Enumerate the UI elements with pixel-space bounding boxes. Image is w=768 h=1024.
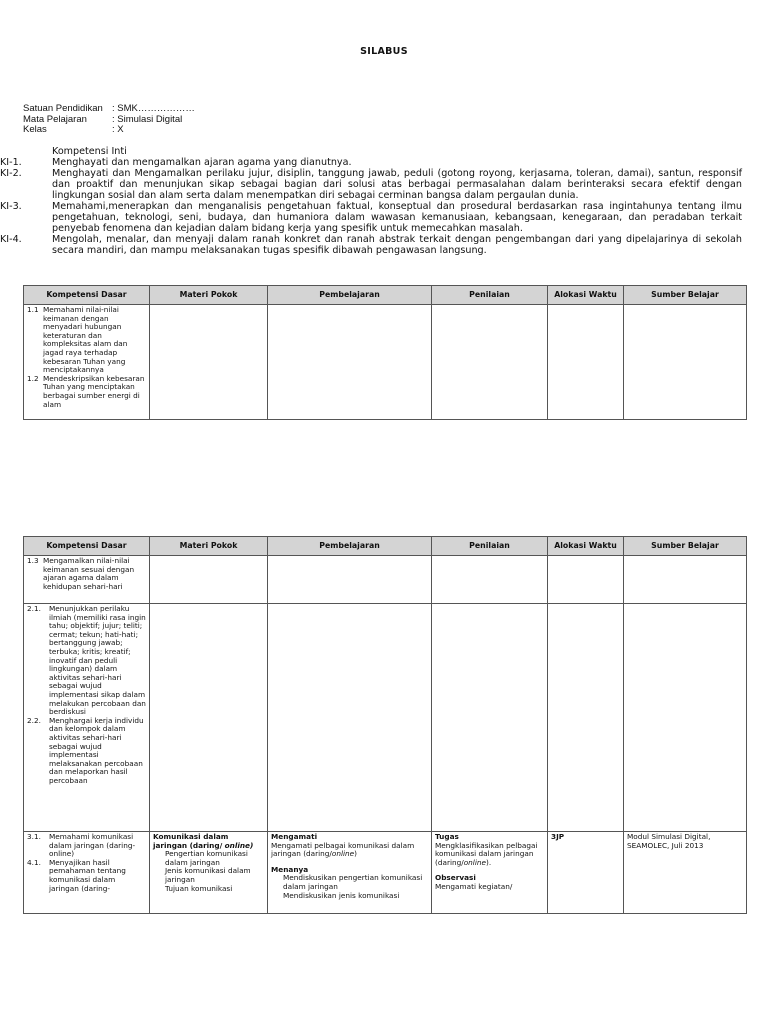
sumber-cell	[624, 832, 747, 914]
column-header-sumber-belajar: Sumber Belajar	[624, 286, 747, 305]
column-header-alokasi-waktu: Alokasi Waktu	[548, 286, 624, 305]
materi-cell	[150, 604, 268, 832]
identity-label: Kelas	[23, 124, 47, 135]
column-header-penilaian: Penilaian	[432, 537, 548, 556]
identity-row-class	[23, 125, 195, 136]
column-header-pembelajaran: Pembelajaran	[268, 286, 432, 305]
core-competency-section	[0, 146, 742, 256]
kd-number: 1.3	[27, 556, 39, 565]
observasi-text: Mengamati kegiatan/	[435, 881, 513, 891]
materi-heading: Komunikasi dalam jaringan (daring/ online)	[153, 832, 254, 850]
kd-text: Menunjukkan perilaku ilmiah (memiliki rasa ingin tahu; objektif; jujur; teliti; cermat; tekun; hati-hati; bertanggung jawab; terbuka; kritis; kreatif; inovatif dan peduli lingkungan) dalam aktivitas sehari-hari sebagai wujud implementasi sikap dalam melakukan percobaan dan berdiskusi	[49, 604, 146, 717]
menanya-heading: Menanya	[271, 864, 309, 874]
alokasi-cell	[548, 556, 624, 604]
tugas-text: Mengklasifikasikan pelbagai komunikasi dalam jaringan (daring/online).	[435, 840, 538, 867]
kd-number: 2.1.	[27, 604, 41, 613]
table-header-row	[24, 537, 747, 556]
bullet-icon	[153, 885, 165, 894]
identity-value: : X	[112, 124, 124, 135]
kd-text: Memahami komunikasi dalam jaringan (daring-online)	[49, 832, 136, 859]
bullet-icon	[153, 850, 165, 867]
kd-number: 4.1.	[27, 857, 41, 867]
identity-value: : SMK………………	[112, 103, 195, 114]
table-row	[24, 556, 747, 604]
kd-text: Mendeskripsikan kebesaran Tuhan yang menciptakan berbagai sumber energi di alam	[43, 373, 145, 409]
kd-item	[27, 306, 146, 375]
kd-item	[27, 375, 146, 409]
penilaian-cell	[432, 305, 548, 420]
syllabus-table-2	[23, 536, 747, 914]
table-row	[24, 604, 747, 832]
column-header-kompetensi-dasar: Kompetensi Dasar	[24, 286, 150, 305]
kd-item	[27, 605, 146, 717]
kd-number: 1.1	[27, 305, 39, 314]
alokasi-cell	[548, 832, 624, 914]
identity-label: Mata Pelajaran	[23, 113, 87, 125]
kd-text: Mengamalkan nilai-nilai keimanan sesuai dengan ajaran agama dalam kehidupan sehari-hari	[43, 556, 135, 591]
kd-text: Memahami nilai-nilai keimanan dengan menyadari hubungan keteraturan dan kompleksitas alam dan jagad raya terhadap kebesaran Tuhan yang menciptakannya	[43, 305, 128, 375]
kd-item	[27, 557, 146, 591]
kd-text: Menghargai kerja individu dan kelompok dalam aktivitas sehari-hari sebagai wujud implementasi melaksanakan percobaan dan melaporkan hasil percobaan	[49, 715, 144, 785]
kd-item	[27, 717, 146, 786]
kd-cell	[24, 832, 150, 914]
column-header-kompetensi-dasar: Kompetensi Dasar	[24, 537, 150, 556]
ki-number: KI-1.	[0, 157, 22, 168]
pembelajaran-cell	[268, 832, 432, 914]
identity-value: : Simulasi Digital	[112, 113, 183, 125]
penilaian-cell	[432, 604, 548, 832]
materi-cell	[150, 556, 268, 604]
menanya-item: Mendiskusikan pengertian komunikasi dalam jaringan	[271, 874, 428, 891]
identity-label: Satuan Pendidikan	[23, 103, 103, 114]
ki-number: KI-4.	[0, 234, 22, 245]
ki-item	[0, 201, 742, 234]
ki-number: KI-2.	[0, 168, 22, 179]
bullet-icon	[153, 867, 165, 884]
kd-number: 1.2	[27, 373, 39, 383]
column-header-sumber-belajar: Sumber Belajar	[624, 537, 747, 556]
sumber-value: Modul Simulasi Digital, SEAMOLEC, Juli 2013	[627, 832, 711, 850]
identity-row-school	[23, 104, 195, 115]
ki-text: Menghayati dan Mengamalkan perilaku jujur, disiplin, tanggung jawab, peduli (gotong royong, kerjasama, toleran, damai), santun, responsif dan proaktif dan menunjukan sikap sebagai bagian dari solusi atas berbagai permasalahan dalam berinteraksi secara efektif dengan lingkungan sosial dan alam serta dalam menempatkan diri sebagai cerminan bangsa dalam pergaulan dunia.	[52, 168, 742, 201]
kd-number: 2.2.	[27, 715, 41, 725]
materi-item: Jenis komunikasi dalam jaringan	[153, 867, 264, 884]
column-header-materi-pokok: Materi Pokok	[150, 286, 268, 305]
alokasi-cell	[548, 305, 624, 420]
kd-item	[27, 833, 146, 859]
mengamati-heading: Mengamati	[271, 832, 318, 841]
core-competency-heading: Kompetensi Inti	[52, 146, 127, 157]
materi-cell	[150, 832, 268, 914]
kd-cell	[24, 556, 150, 604]
column-header-pembelajaran: Pembelajaran	[268, 537, 432, 556]
table-row	[24, 832, 747, 914]
syllabus-table-1	[23, 285, 747, 420]
bullet-icon	[271, 892, 283, 901]
kd-cell	[24, 305, 150, 420]
tugas-heading: Tugas	[435, 832, 459, 841]
pembelajaran-cell	[268, 604, 432, 832]
sumber-cell	[624, 604, 747, 832]
kd-item	[27, 859, 146, 893]
ki-item	[0, 157, 742, 168]
sumber-cell	[624, 556, 747, 604]
kd-cell	[24, 604, 150, 832]
identity-row-subject	[23, 115, 195, 126]
column-header-materi-pokok: Materi Pokok	[150, 537, 268, 556]
alokasi-cell	[548, 604, 624, 832]
kd-text: Menyajikan hasil pemahaman tentang komunikasi dalam jaringan (daring-	[49, 857, 126, 893]
materi-item: Tujuan komunikasi	[153, 885, 264, 894]
penilaian-cell	[432, 832, 548, 914]
penilaian-cell	[432, 556, 548, 604]
document-title: SILABUS	[360, 46, 408, 57]
menanya-item: Mendiskusikan jenis komunikasi	[271, 892, 428, 901]
pembelajaran-cell	[268, 556, 432, 604]
ki-text: Mengolah, menalar, dan menyaji dalam ranah konkret dan ranah abstrak terkait dengan pengembangan dari yang dipelajarinya di sekolah secara mandiri, dan mampu melaksanakan tugas spesifik dibawah pengawasan langsung.	[52, 234, 742, 256]
mengamati-text: Mengamati pelbagai komunikasi dalam jaringan (daring/online)	[271, 840, 415, 859]
ki-number: KI-3.	[0, 201, 22, 212]
ki-text: Memahami,menerapkan dan menganalisis pengetahuan faktual, konseptual dan prosedural berdasarkan rasa ingintahunya tentang ilmu pengetahuan, teknologi, seni, budaya, dan humaniora dalam wawasan kemanusiaan, kebangsaan, kenegaraan, dan peradaban terkait penyebab fenomena dan kejadian dalam bidang kerja yang spesifik untuk memecahkan masalah.	[52, 201, 742, 234]
ki-item	[0, 234, 742, 256]
table-header-row	[24, 286, 747, 305]
pembelajaran-cell	[268, 305, 432, 420]
materi-cell	[150, 305, 268, 420]
ki-text: Menghayati dan mengamalkan ajaran agama yang dianutnya.	[52, 157, 352, 168]
sumber-cell	[624, 305, 747, 420]
observasi-heading: Observasi	[435, 873, 476, 883]
alokasi-value: 3JP	[551, 832, 565, 841]
table-row	[24, 305, 747, 420]
kd-number: 3.1.	[27, 832, 41, 841]
column-header-penilaian: Penilaian	[432, 286, 548, 305]
ki-item	[0, 168, 742, 201]
column-header-alokasi-waktu: Alokasi Waktu	[548, 537, 624, 556]
materi-item: Pengertian komunikasi dalam jaringan	[153, 850, 264, 867]
bullet-icon	[271, 874, 283, 891]
identity-block	[23, 104, 195, 136]
